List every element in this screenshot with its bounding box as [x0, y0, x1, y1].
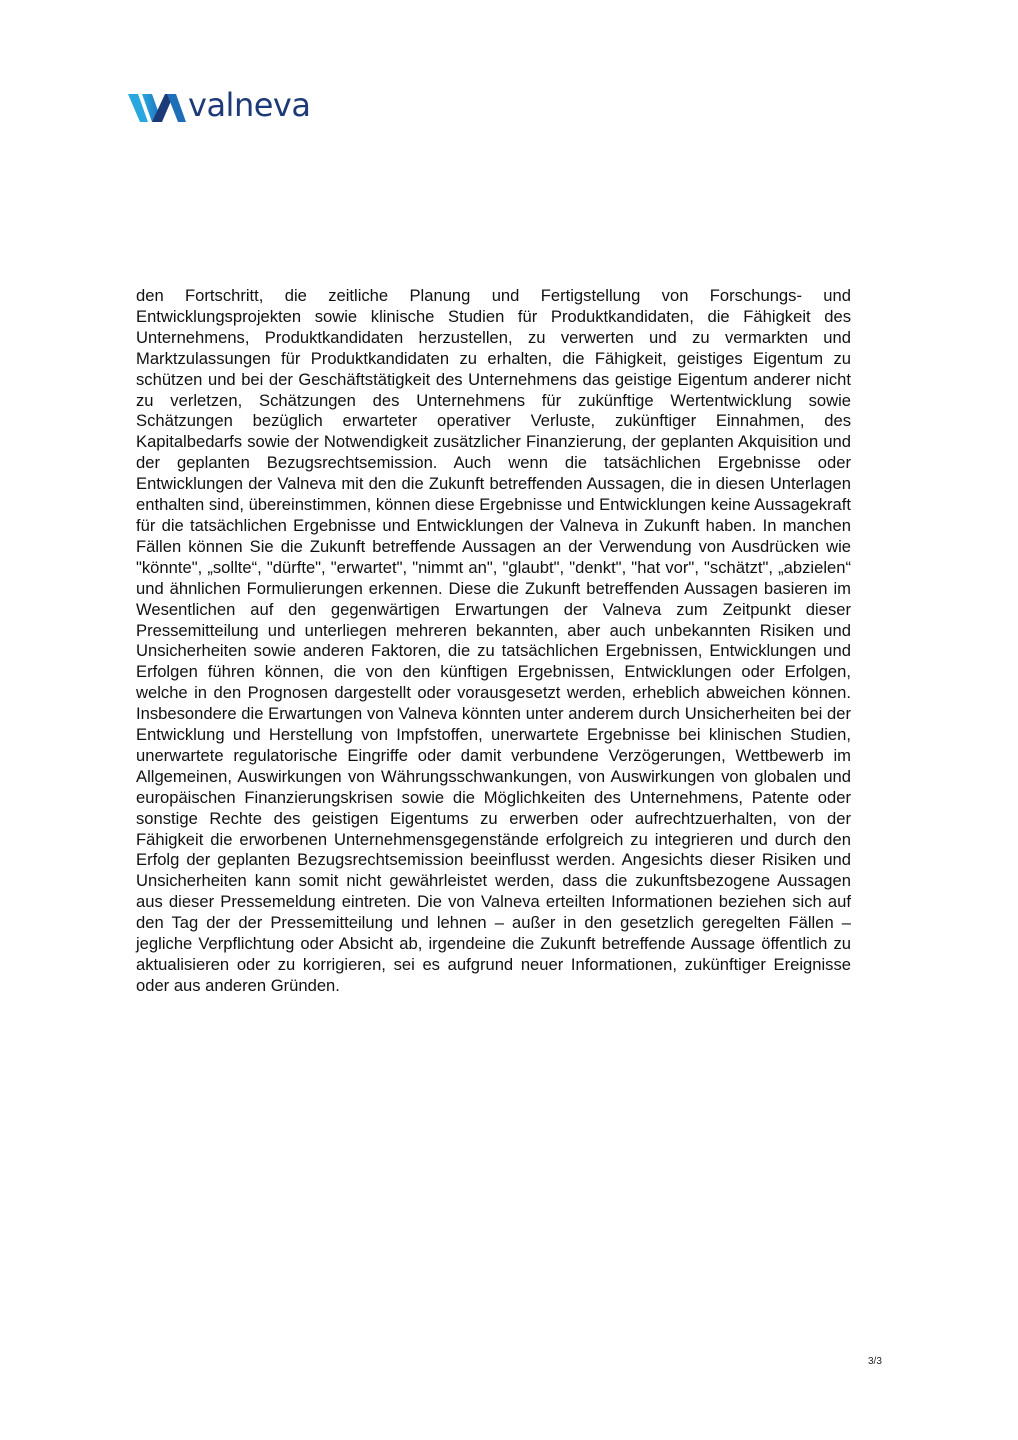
valneva-logo — [128, 88, 358, 128]
logo-wordmark: valneva — [188, 86, 311, 124]
disclaimer-paragraph: den Fortschritt, die zeitliche Planung und Fertigstellung von Forschungs- und Entwicklungsprojekten sowie klinische Studien für Produktkandidaten, die Fähigkeit des Unternehmens, Produktkandidaten herzustellen, zu verwerten und zu vermarkten und Marktzulassungen für Produktkandidaten zu erhalten, die Fähigkeit, geistiges Eigentum zu schützen und bei der Geschäftstätigkeit des Unternehmens das geistige Eigentum anderer nicht zu verletzen, Schätzungen des Unternehmens für zukünftige Wertentwicklung sowie Schätzungen bezüglich erwarteter operativer Verluste, zukünftiger Einnahmen, des Kapitalbedarfs sowie der Notwendigkeit zusätzlicher Finanzierung, der geplanten Akquisition und der geplanten Bezugsrechtsemission. Auch wenn die tatsächlichen Ergebnisse oder Entwicklungen der Valneva mit den die Zukunft betreffenden Aussagen, die in diesen Unterlagen enthalten sind, übereinstimmen, können diese Ergebnisse und Entwicklungen keine Aussagekraft für die tatsächlichen Ergebnisse und Entwicklungen der Valneva in Zukunft haben. In manchen Fällen können Sie die Zukunft betreffende Aussagen an der Verwendung von Ausdrücken wie "könnte", „sollte“, "dürfte", "erwartet", "nimmt an", "glaubt", "denkt", "hat vor", "schätzt", „abzielen“ und ähnlichen Formulierungen erkennen. Diese die Zukunft betreffenden Aussagen basieren im Wesentlichen auf den gegenwärtigen Erwartungen der Valneva zum Zeitpunkt dieser Pressemitteilung und unterliegen mehreren bekannten, aber auch unbekannten Risiken und Unsicherheiten sowie anderen Faktoren, die zu tatsächlichen Ergebnissen, Entwicklungen und Erfolgen führen können, die von den künftigen Ergebnissen, Entwicklungen oder Erfolgen, welche in den Prognosen dargestellt oder vorausgesetzt werden, erheblich abweichen können. Insbesondere die Erwartungen von Valneva könnten unter anderem durch Unsicherheiten bei der Entwicklung und Herstellung von Impfstoffen, unerwartete Ergebnisse bei klinischen Studien, unerwartete regulatorische Eingriffe oder damit verbundene Verzögerungen, Wettbewerb im Allgemeinen, Auswirkungen von Währungsschwankungen, von Auswirkungen von globalen und europäischen Finanzierungskrisen sowie die Möglichkeiten des Unternehmens, Patente oder sonstige Rechte des geistigen Eigentums zu erwerben oder aufrechtzuerhalten, von der Fähigkeit die erworbenen Unternehmensgegenstände erfolgreich zu integrieren und durch den Erfolg der geplanten Bezugsrechtsemission beeinflusst werden. Angesichts dieser Risiken und Unsicherheiten kann somit nicht gewährleistet werden, dass die zukunftsbezogene Aussagen aus dieser Pressemeldung eintreten. Die von Valneva erteilten Informationen beziehen sich auf den Tag der der Pressemitteilung und lehnen – außer in den gesetzlich geregelten Fällen – jegliche Verpflichtung oder Absicht ab, irgendeine die Zukunft betreffende Aussage öffentlich zu aktualisieren oder zu korrigieren, sei es aufgrund neuer Informationen, zukünftiger Ereignisse oder aus anderen Gründen. — [136, 286, 851, 995]
page-number: 3/3 — [868, 1356, 882, 1367]
valneva-logo-mark-icon — [128, 92, 186, 124]
